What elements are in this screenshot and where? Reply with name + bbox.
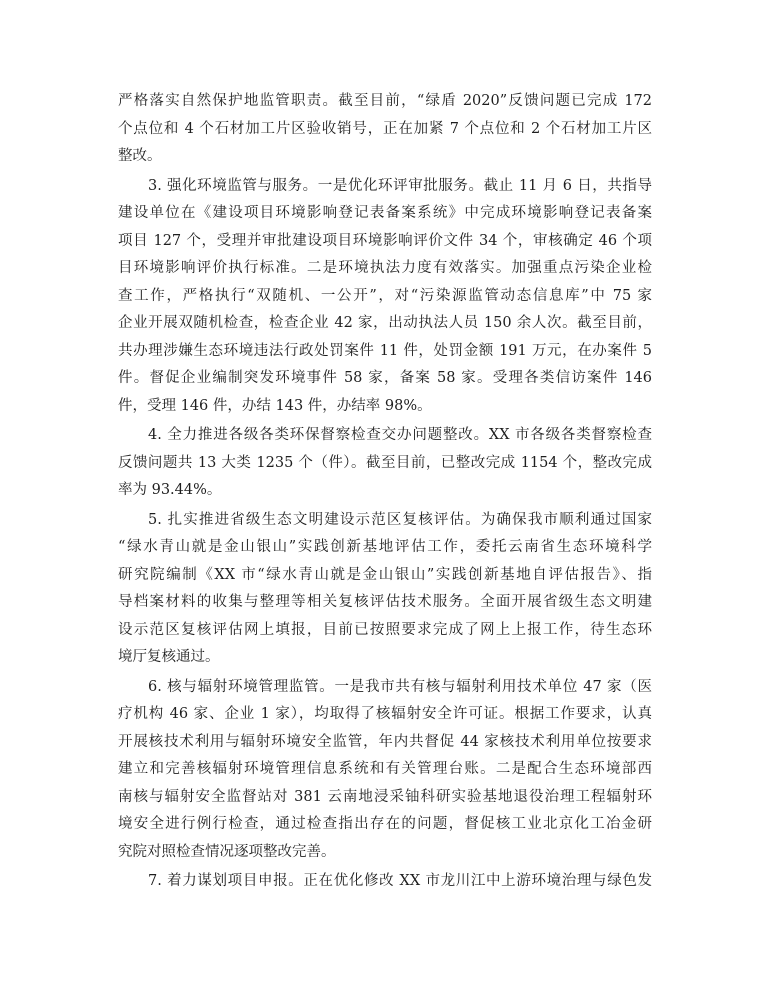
text-line: 目环境影响评价执行标准。二是环境执法力度有效落实。加强重点污染企业检 bbox=[118, 260, 652, 276]
text-line: 境厅复核通过。 bbox=[118, 649, 220, 665]
text-line: 究院对照检查情况逐项整改完善。 bbox=[118, 843, 336, 860]
text-line: 项目 127 个，受理并审批建设项目环境影响评价文件 34 个，审核确定 46 个项 bbox=[118, 232, 652, 249]
text-line: 6. 核与辐射环境管理监管。一是我市共有核与辐射利用技术单位 47 家（医 bbox=[148, 678, 652, 695]
text-line: 建立和完善核辐射环境管理信息系统和有关管理台账。二是配合生态环境部西 bbox=[118, 761, 652, 777]
text-line: 反馈问题共 13 大类 1235 个（件）。截至目前，已整改完成 1154 个，整改完成 bbox=[118, 454, 652, 471]
text-line: 设示范区复核评估网上填报，目前已按照要求完成了网上上报工作，待生态环 bbox=[118, 621, 652, 638]
text-line: 建设单位在《建设项目环境影响登记表备案系统》中完成环境影响登记表备案 bbox=[118, 205, 652, 221]
text-line: 4. 全力推进各级各类环保督察检查交办问题整改。XX 市各级各类督察检查 bbox=[148, 427, 652, 443]
text-line: 件，受理 146 件，办结 143 件，办结率 98%。 bbox=[118, 397, 432, 414]
text-line: 7. 着力谋划项目申报。正在优化修改 XX 市龙川江中上游环境治理与绿色发 bbox=[148, 873, 652, 889]
paragraph-item-4 bbox=[118, 422, 652, 505]
paragraph-continuation bbox=[118, 88, 652, 171]
text-line: 3. 强化环境监管与服务。一是优化环评审批服务。截止 11 月 6 日，共指导 bbox=[148, 177, 652, 194]
text-line: 件。督促企业编制突发环境事件 58 家，备案 58 家。受理各类信访案件 146 bbox=[118, 370, 652, 386]
text-line: 企业开展双随机检查，检查企业 42 家，出动执法人员 150 余人次。截至目前， bbox=[118, 315, 652, 331]
text-line: “绿水青山就是金山银山”实践创新基地评估工作，委托云南省生态环境科学 bbox=[118, 539, 652, 555]
text-line: 共办理涉嫌生态环境违法行政处罚案件 11 件，处罚金额 191 万元，在办案件 5 bbox=[118, 342, 652, 359]
paragraph-item-3 bbox=[118, 173, 652, 421]
text-line: 导档案材料的收集与整理等相关复核评估技术服务。全面开展省级生态文明建 bbox=[118, 594, 652, 610]
text-line: 开展核技术利用与辐射环境安全监管，年内共督促 44 家核技术利用单位按要求 bbox=[118, 733, 652, 750]
document-page bbox=[118, 88, 652, 898]
text-line: 境安全进行例行检查，通过检查指出存在的问题，督促核工业北京化工冶金研 bbox=[118, 816, 652, 832]
text-line: 南核与辐射安全监督站对 381 云南地浸采铀科研实验基地退役治理工程辐射环 bbox=[118, 788, 652, 805]
text-line: 研究院编制《XX 市“绿水青山就是金山银山”实践创新基地自评估报告》、指 bbox=[118, 566, 652, 583]
paragraph-item-6 bbox=[118, 674, 652, 867]
text-line: 整改。 bbox=[118, 148, 162, 164]
text-line: 严格落实自然保护地监管职责。截至目前，“绿盾 2020”反馈问题已完成 172 bbox=[118, 93, 652, 109]
text-line: 个点位和 4 个石材加工片区验收销号，正在加紧 7 个点位和 2 个石材加工片区 bbox=[118, 120, 652, 137]
text-line: 5. 扎实推进省级生态文明建设示范区复核评估。为确保我市顺利通过国家 bbox=[148, 511, 652, 528]
paragraph-item-7 bbox=[118, 868, 652, 896]
text-line: 疗机构 46 家、企业 1 家），均取得了核辐射安全许可证。根据工作要求，认真 bbox=[118, 706, 652, 722]
text-line: 率为 93.44%。 bbox=[118, 482, 222, 498]
text-line: 查工作，严格执行“双随机、一公开”，对“污染源监管动态信息库”中 75 家 bbox=[118, 287, 652, 304]
paragraph-item-5 bbox=[118, 507, 652, 672]
